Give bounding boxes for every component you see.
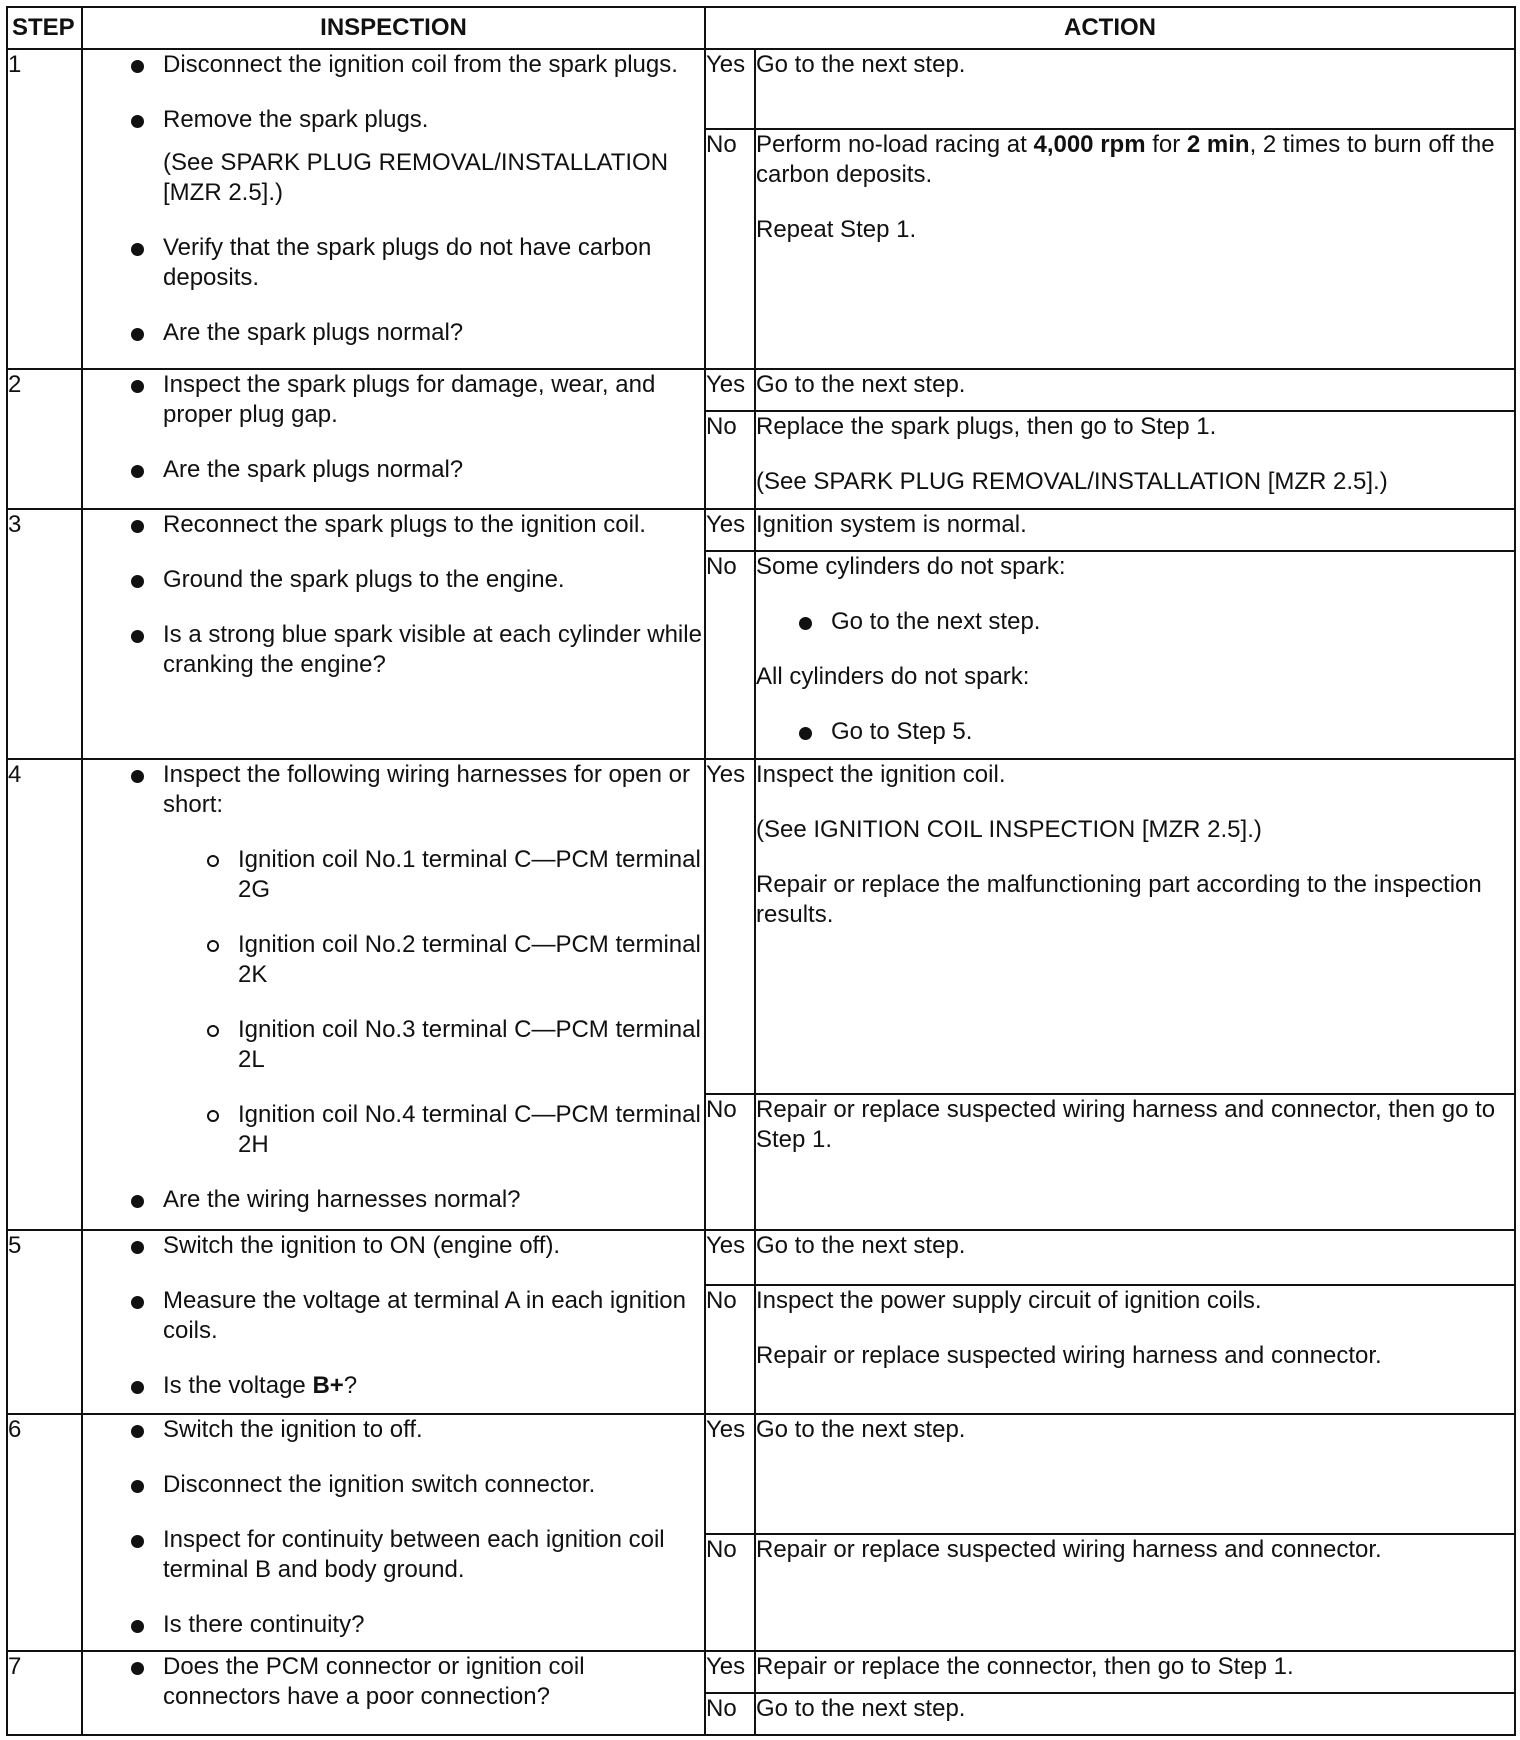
yes-label: Yes [705, 49, 755, 129]
duration-value: 2 min [1186, 131, 1250, 158]
bullet-item: Reconnect the spark plugs to the ignition coil. [83, 510, 704, 540]
table-row [7, 1414, 1515, 1534]
inspection-cell [82, 1651, 705, 1735]
step-number: 4 [7, 759, 82, 1230]
reference-note: (See SPARK PLUG REMOVAL/INSTALLATION [MZR 2.5].) [163, 149, 669, 206]
action-text: All cylinders do not spark: [756, 663, 1030, 690]
step-number: 7 [7, 1651, 82, 1735]
no-action [755, 1094, 1515, 1230]
yes-label: Yes [705, 1651, 755, 1693]
inspection-cell [82, 49, 705, 369]
yes-action [755, 1414, 1515, 1534]
bullet-item: Disconnect the ignition coil from the spark plugs. [83, 50, 704, 80]
action-text: Repair or replace suspected wiring harness and connector. [756, 1342, 1382, 1369]
action-text-part: , 2 times to burn off the carbon deposits. [756, 131, 1495, 188]
yes-action [755, 759, 1515, 1094]
action-text: Ignition system is normal. [756, 511, 1027, 538]
question-mark: ? [343, 1372, 358, 1399]
step-number: 1 [7, 49, 82, 369]
step-number: 3 [7, 509, 82, 759]
yes-action [755, 1230, 1515, 1285]
bullet-item: Switch the ignition to off. [83, 1415, 704, 1445]
sub-bullet-item: Ignition coil No.4 terminal C—PCM terminal 2H [83, 1100, 704, 1160]
step-number: 2 [7, 369, 82, 509]
action-text: Some cylinders do not spark: [756, 553, 1066, 580]
bullet-item: Ground the spark plugs to the engine. [83, 565, 704, 595]
yes-action [755, 509, 1515, 551]
inspection-cell [82, 509, 705, 759]
bullet-item: Switch the ignition to ON (engine off). [83, 1231, 704, 1261]
diagnostic-table [6, 6, 1516, 1736]
action-text: Replace the spark plugs, then go to Step 1. [756, 413, 1217, 440]
no-action [755, 551, 1515, 759]
yes-action [755, 1651, 1515, 1693]
action-text: Go to the next step. [756, 1695, 966, 1722]
sub-bullet-item: Ignition coil No.1 terminal C—PCM terminal 2G [83, 845, 704, 905]
bullet-item: Are the wiring harnesses normal? [83, 1185, 704, 1215]
action-text-part: Perform no-load racing at [756, 131, 1034, 158]
action-text: Go to the next step. [756, 1416, 966, 1443]
no-action [755, 1285, 1515, 1414]
sub-bullet-item: Ignition coil No.2 terminal C—PCM terminal 2K [83, 930, 704, 990]
no-action [755, 411, 1515, 509]
header-action: ACTION [705, 7, 1515, 49]
action-text: Repair or replace suspected wiring harness and connector, then go to Step 1. [756, 1096, 1496, 1153]
header-inspection: INSPECTION [82, 7, 705, 49]
inspection-cell [82, 759, 705, 1230]
action-bullet: Go to the next step. [756, 607, 1514, 637]
sub-bullet-item: Ignition coil No.3 terminal C—PCM terminal 2L [83, 1015, 704, 1075]
inspection-cell [82, 1414, 705, 1651]
no-action [755, 1693, 1515, 1735]
action-text: Go to the next step. [756, 1232, 966, 1259]
table-row [7, 369, 1515, 411]
table-row [7, 1230, 1515, 1285]
rpm-value: 4,000 rpm [1033, 131, 1146, 158]
bullet-item: Inspect for continuity between each ignition coil terminal B and body ground. [83, 1525, 704, 1585]
no-label: No [705, 551, 755, 759]
action-text-part: for [1145, 131, 1187, 158]
yes-label: Yes [705, 1414, 755, 1534]
bullet-item: Are the spark plugs normal? [83, 318, 704, 348]
bullet-item: Inspect the spark plugs for damage, wear, and proper plug gap. [83, 370, 704, 430]
table-row [7, 1651, 1515, 1693]
no-label: No [705, 1094, 755, 1230]
step-number: 5 [7, 1230, 82, 1414]
yes-action [755, 49, 1515, 129]
bullet-item: Does the PCM connector or ignition coil connectors have a poor connection? [83, 1652, 704, 1712]
no-label: No [705, 1534, 755, 1651]
action-text: Repair or replace the connector, then go to Step 1. [756, 1653, 1294, 1680]
action-text [756, 130, 1514, 190]
bullet-item: Is there continuity? [83, 1610, 704, 1640]
bullet-item: Measure the voltage at terminal A in each ignition coils. [83, 1286, 704, 1346]
bullet-item: Verify that the spark plugs do not have carbon deposits. [83, 233, 704, 293]
voltage-value: B+ [312, 1372, 344, 1399]
no-label: No [705, 129, 755, 369]
action-text: Repair or replace suspected wiring harness and connector. [756, 1536, 1382, 1563]
action-text: Repeat Step 1. [756, 216, 917, 243]
bullet-item: Disconnect the ignition switch connector. [83, 1470, 704, 1500]
bullet-item: Remove the spark plugs. [83, 105, 704, 135]
yes-action [755, 369, 1515, 411]
yes-label: Yes [705, 1230, 755, 1285]
no-label: No [705, 1693, 755, 1735]
action-text: Inspect the power supply circuit of ignition coils. [756, 1287, 1262, 1314]
table-row [7, 509, 1515, 551]
bullet-item: Inspect the following wiring harnesses for open or short: [83, 760, 704, 820]
action-text: Inspect the ignition coil. [756, 761, 1006, 788]
action-text: (See IGNITION COIL INSPECTION [MZR 2.5].) [756, 816, 1262, 843]
action-bullet: Go to Step 5. [756, 717, 1514, 747]
question-text: Is the voltage [163, 1372, 313, 1399]
no-action [755, 1534, 1515, 1651]
bullet-item [83, 1371, 704, 1401]
inspection-cell [82, 369, 705, 509]
action-text: Go to the next step. [756, 51, 966, 78]
yes-label: Yes [705, 369, 755, 411]
yes-label: Yes [705, 509, 755, 551]
step-number: 6 [7, 1414, 82, 1651]
no-label: No [705, 411, 755, 509]
table-row [7, 759, 1515, 1094]
action-text: Repair or replace the malfunctioning part according to the inspection results. [756, 871, 1482, 928]
action-text: (See SPARK PLUG REMOVAL/INSTALLATION [MZR 2.5].) [756, 468, 1388, 495]
no-action [755, 129, 1515, 369]
table-row [7, 49, 1515, 129]
bullet-item: Are the spark plugs normal? [83, 455, 704, 485]
action-text: Go to the next step. [756, 371, 966, 398]
header-row [7, 7, 1515, 49]
yes-label: Yes [705, 759, 755, 1094]
bullet-item: Is a strong blue spark visible at each cylinder while cranking the engine? [83, 620, 704, 680]
header-step: STEP [7, 7, 82, 49]
inspection-cell [82, 1230, 705, 1414]
no-label: No [705, 1285, 755, 1414]
